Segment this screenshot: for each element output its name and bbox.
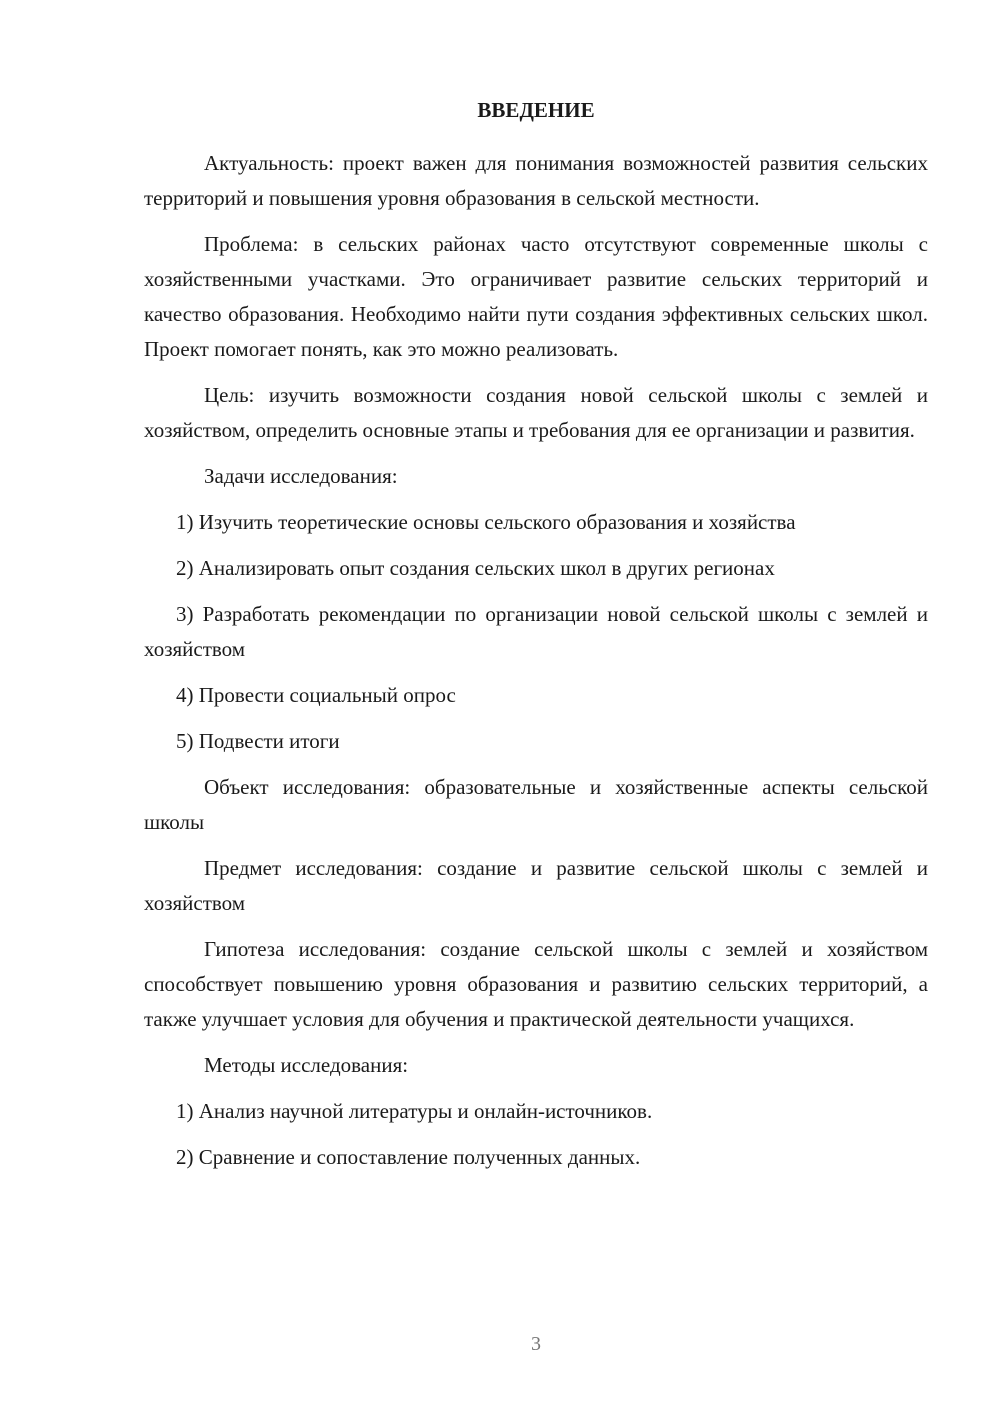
methods-heading: Методы исследования: [204, 1053, 409, 1077]
task-item: 5) Подвести итоги [176, 729, 340, 753]
page-number: 3 [531, 1333, 541, 1355]
relevance-paragraph: Актуальность: проект важен для понимания возможностей развития сельских территорий и повышения уровня образования в сельской местности. [144, 151, 928, 210]
page-title: ВВЕДЕНИЕ [477, 98, 595, 122]
task-item: 1) Изучить теоретические основы сельского образования и хозяйства [176, 510, 796, 534]
method-item: 2) Сравнение и сопоставление полученных данных. [176, 1145, 641, 1169]
problem-paragraph: Проблема: в сельских районах часто отсутствуют современные школы с хозяйственными участками. Это ограничивает развитие сельских территорий и качество образования. Необходимо найти пути создания эффективных сельских школ. Проект помогает понять, как это можно реализовать. [144, 232, 928, 361]
page-content [144, 92, 928, 1186]
method-item: 1) Анализ научной литературы и онлайн-источников. [176, 1099, 653, 1123]
subject-paragraph: Предмет исследования: создание и развитие сельской школы с землей и хозяйством [144, 856, 928, 915]
task-item: 3) Разработать рекомендации по организации новой сельской школы с землей и хозяйством [144, 602, 928, 661]
object-paragraph: Объект исследования: образовательные и хозяйственные аспекты сельской школы [144, 775, 928, 834]
task-item: 2) Анализировать опыт создания сельских школ в других регионах [176, 556, 775, 580]
tasks-heading: Задачи исследования: [204, 464, 398, 488]
task-item: 4) Провести социальный опрос [176, 683, 456, 707]
hypothesis-paragraph: Гипотеза исследования: создание сельской школы с землей и хозяйством способствует повышению уровня образования и развитию сельских территорий, а также улучшает условия для обучения и практической деятельности учащихся. [144, 937, 928, 1031]
goal-paragraph: Цель: изучить возможности создания новой сельской школы с землей и хозяйством, определить основные этапы и требования для ее организации и развития. [144, 383, 928, 442]
